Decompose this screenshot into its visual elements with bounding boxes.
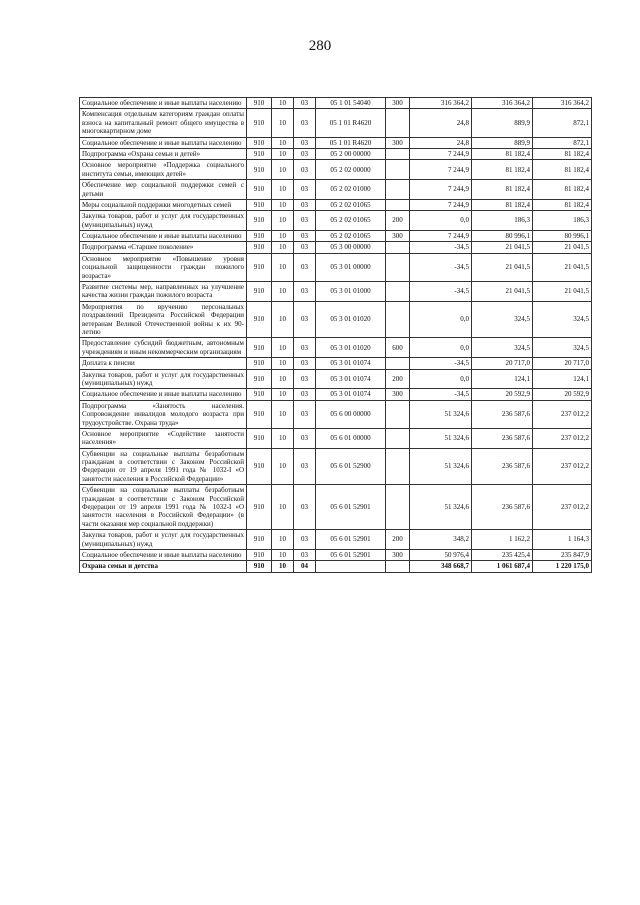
row-name: Мероприятия по вручению персональных поздравлений Президента Российской Федерации ветеранам Великой Отечественной войны к их 90-летию (80, 301, 247, 338)
table-row (80, 231, 592, 242)
row-name: Основное мероприятие «Содействие занятости населения» (80, 428, 247, 448)
table-row (80, 301, 592, 338)
admin-code: 910 (247, 109, 272, 137)
amount-col-1: 51 324,6 (410, 448, 472, 485)
expense-type-code (386, 109, 410, 137)
amount-col-3: 186,3 (533, 211, 592, 231)
target-article-code: 05 6 01 52900 (316, 448, 386, 485)
subsection-code: 03 (294, 109, 316, 137)
expense-type-code (386, 428, 410, 448)
page-number: 280 (308, 38, 332, 54)
target-article-code: 05 3 01 01000 (316, 282, 386, 302)
table-row (80, 358, 592, 369)
amount-col-3: 81 182,4 (533, 160, 592, 180)
section-code: 10 (272, 137, 294, 148)
amount-col-2: 236 587,6 (472, 428, 533, 448)
admin-code: 910 (247, 98, 272, 109)
admin-code: 910 (247, 485, 272, 530)
target-article-code: 05 1 01 R4620 (316, 109, 386, 137)
amount-col-1: 348 668,7 (410, 561, 472, 572)
section-code: 10 (272, 282, 294, 302)
table-row (80, 282, 592, 302)
section-code: 10 (272, 242, 294, 253)
admin-code: 910 (247, 448, 272, 485)
amount-col-1: 0,0 (410, 211, 472, 231)
table-row (80, 369, 592, 389)
admin-code: 910 (247, 561, 272, 572)
admin-code: 910 (247, 549, 272, 560)
admin-code: 910 (247, 160, 272, 180)
expense-type-code (386, 561, 410, 572)
row-name: Подпрограмма «Занятость населения. Сопровождение инвалидов молодого возраста при трудоустройстве. Охрана труда» (80, 400, 247, 428)
subsection-code: 04 (294, 561, 316, 572)
expense-type-code: 600 (386, 338, 410, 358)
section-code: 10 (272, 160, 294, 180)
amount-col-1: 7 244,9 (410, 231, 472, 242)
amount-col-3: 1 220 175,0 (533, 561, 592, 572)
expense-type-code: 300 (386, 137, 410, 148)
target-article-code: 05 2 00 00000 (316, 148, 386, 159)
amount-col-2: 20 592,9 (472, 389, 533, 400)
target-article-code: 05 3 01 01020 (316, 301, 386, 338)
expense-type-code: 300 (386, 231, 410, 242)
expense-type-code: 200 (386, 530, 410, 550)
amount-col-2: 81 182,4 (472, 160, 533, 180)
row-name: Предоставление субсидий бюджетным, автономным учреждениям и иным некоммерческим организациям (80, 338, 247, 358)
expense-type-code (386, 485, 410, 530)
amount-col-2: 20 717,0 (472, 358, 533, 369)
amount-col-2: 889,9 (472, 109, 533, 137)
target-article-code: 05 3 01 01074 (316, 369, 386, 389)
amount-col-1: 348,2 (410, 530, 472, 550)
amount-col-2: 21 041,5 (472, 282, 533, 302)
expense-type-code: 300 (386, 389, 410, 400)
amount-col-2: 186,3 (472, 211, 533, 231)
row-name: Закупка товаров, работ и услуг для государственных (муниципальных) нужд (80, 369, 247, 389)
section-code: 10 (272, 448, 294, 485)
amount-col-3: 21 041,5 (533, 253, 592, 281)
subsection-code: 03 (294, 338, 316, 358)
amount-col-2: 80 996,1 (472, 231, 533, 242)
subsection-code: 03 (294, 98, 316, 109)
row-name: Закупка товаров, работ и услуг для государственных (муниципальных) нужд (80, 530, 247, 550)
row-name: Социальное обеспечение и иные выплаты населению (80, 98, 247, 109)
expense-type-code: 200 (386, 369, 410, 389)
row-name: Охрана семьи и детства (80, 561, 247, 572)
expense-type-code (386, 148, 410, 159)
amount-col-3: 235 847,9 (533, 549, 592, 560)
target-article-code (316, 561, 386, 572)
expense-type-code (386, 400, 410, 428)
row-name: Социальное обеспечение и иные выплаты населению (80, 137, 247, 148)
subsection-code: 03 (294, 180, 316, 200)
section-code: 10 (272, 549, 294, 560)
amount-col-2: 324,5 (472, 338, 533, 358)
admin-code: 910 (247, 369, 272, 389)
section-code: 10 (272, 369, 294, 389)
target-article-code: 05 3 01 01074 (316, 389, 386, 400)
section-code: 10 (272, 211, 294, 231)
section-code: 10 (272, 301, 294, 338)
subsection-code: 03 (294, 282, 316, 302)
subsection-code: 03 (294, 160, 316, 180)
amount-col-1: -34,5 (410, 282, 472, 302)
section-code: 10 (272, 530, 294, 550)
expense-type-code (386, 282, 410, 302)
amount-col-1: 51 324,6 (410, 428, 472, 448)
section-code: 10 (272, 148, 294, 159)
amount-col-2: 889,9 (472, 137, 533, 148)
admin-code: 910 (247, 148, 272, 159)
expense-type-code: 300 (386, 98, 410, 109)
admin-code: 910 (247, 301, 272, 338)
target-article-code: 05 6 01 52901 (316, 549, 386, 560)
target-article-code: 05 3 01 01074 (316, 358, 386, 369)
expense-type-code: 300 (386, 549, 410, 560)
amount-col-1: 0,0 (410, 338, 472, 358)
section-code: 10 (272, 389, 294, 400)
table-row (80, 428, 592, 448)
amount-col-1: 51 324,6 (410, 400, 472, 428)
row-name: Подпрограмма «Охрана семьи и детей» (80, 148, 247, 159)
row-name: Основное мероприятие «Поддержка социального института семьи, имеющих детей» (80, 160, 247, 180)
row-name: Меры социальной поддержки многодетных семей (80, 199, 247, 210)
target-article-code: 05 2 02 01065 (316, 231, 386, 242)
amount-col-3: 237 012,2 (533, 485, 592, 530)
row-name: Закупка товаров, работ и услуг для государственных (муниципальных) нужд (80, 211, 247, 231)
admin-code: 910 (247, 242, 272, 253)
amount-col-1: 0,0 (410, 369, 472, 389)
amount-col-1: 7 244,9 (410, 180, 472, 200)
target-article-code: 05 6 01 00000 (316, 428, 386, 448)
subsection-code: 03 (294, 549, 316, 560)
row-name: Развитие системы мер, направленных на улучшение качества жизни граждан пожилого возраста (80, 282, 247, 302)
subsection-code: 03 (294, 231, 316, 242)
admin-code: 910 (247, 211, 272, 231)
row-name: Субвенции на социальные выплаты безработным гражданам в соответствии с Законом Российской Федерации от 19 апреля 1991 года № 1032-I «О занятости населения в Российской Федерации» (80, 448, 247, 485)
admin-code: 910 (247, 282, 272, 302)
table-row (80, 389, 592, 400)
amount-col-2: 124,1 (472, 369, 533, 389)
target-article-code: 05 3 01 01020 (316, 338, 386, 358)
subsection-code: 03 (294, 211, 316, 231)
target-article-code: 05 2 02 01065 (316, 211, 386, 231)
subsection-code: 03 (294, 389, 316, 400)
amount-col-1: -34,5 (410, 242, 472, 253)
amount-col-3: 324,5 (533, 338, 592, 358)
target-article-code: 05 3 00 00000 (316, 242, 386, 253)
table-row (80, 98, 592, 109)
table-row (80, 242, 592, 253)
section-code: 10 (272, 485, 294, 530)
admin-code: 910 (247, 400, 272, 428)
amount-col-3: 124,1 (533, 369, 592, 389)
admin-code: 910 (247, 231, 272, 242)
section-code: 10 (272, 561, 294, 572)
table-row (80, 137, 592, 148)
section-code: 10 (272, 180, 294, 200)
target-article-code: 05 6 01 52901 (316, 530, 386, 550)
target-article-code: 05 2 02 01000 (316, 180, 386, 200)
row-name: Субвенции на социальные выплаты безработным гражданам в соответствии с Законом Российской Федерации от 19 апреля 1991 года № 1032-I «О занятости населения в Российской Федерации» (в части оказания мер социальной поддержки) (80, 485, 247, 530)
amount-col-3: 237 012,2 (533, 448, 592, 485)
amount-col-3: 1 164,3 (533, 530, 592, 550)
table-row (80, 199, 592, 210)
expense-type-code (386, 180, 410, 200)
row-name: Социальное обеспечение и иные выплаты населению (80, 389, 247, 400)
row-name: Социальное обеспечение и иные выплаты населению (80, 549, 247, 560)
amount-col-3: 872,1 (533, 109, 592, 137)
expense-type-code (386, 358, 410, 369)
section-code: 10 (272, 428, 294, 448)
section-code: 10 (272, 199, 294, 210)
amount-col-2: 236 587,6 (472, 400, 533, 428)
expense-type-code (386, 253, 410, 281)
subsection-code: 03 (294, 530, 316, 550)
amount-col-3: 21 041,5 (533, 242, 592, 253)
amount-col-2: 1 061 687,4 (472, 561, 533, 572)
row-name: Доплата к пенсии (80, 358, 247, 369)
amount-col-3: 21 041,5 (533, 282, 592, 302)
row-name: Социальное обеспечение и иные выплаты населению (80, 231, 247, 242)
amount-col-1: 24,8 (410, 137, 472, 148)
amount-col-3: 81 182,4 (533, 180, 592, 200)
admin-code: 910 (247, 253, 272, 281)
subsection-code: 03 (294, 137, 316, 148)
table-total-row (80, 561, 592, 572)
row-name: Обеспечение мер социальной поддержки семей с детьми (80, 180, 247, 200)
table-row (80, 148, 592, 159)
admin-code: 910 (247, 389, 272, 400)
amount-col-2: 236 587,6 (472, 485, 533, 530)
amount-col-2: 236 587,6 (472, 448, 533, 485)
expense-type-code (386, 448, 410, 485)
subsection-code: 03 (294, 199, 316, 210)
amount-col-1: 0,0 (410, 301, 472, 338)
subsection-code: 03 (294, 358, 316, 369)
target-article-code: 05 3 01 00000 (316, 253, 386, 281)
row-name: Основное мероприятие «Повышение уровня социальной защищенности граждан пожилого возраста» (80, 253, 247, 281)
row-name: Компенсация отдельным категориям граждан оплаты взноса на капитальный ремонт общего имущества в многоквартирном доме (80, 109, 247, 137)
subsection-code: 03 (294, 253, 316, 281)
amount-col-2: 21 041,5 (472, 253, 533, 281)
section-code: 10 (272, 338, 294, 358)
section-code: 10 (272, 400, 294, 428)
section-code: 10 (272, 231, 294, 242)
amount-col-2: 1 162,2 (472, 530, 533, 550)
table-row (80, 253, 592, 281)
amount-col-2: 81 182,4 (472, 199, 533, 210)
budget-table (79, 97, 592, 573)
amount-col-3: 237 012,2 (533, 400, 592, 428)
amount-col-1: 24,8 (410, 109, 472, 137)
table-row (80, 160, 592, 180)
amount-col-1: 50 976,4 (410, 549, 472, 560)
amount-col-1: 7 244,9 (410, 160, 472, 180)
amount-col-1: -34,5 (410, 253, 472, 281)
admin-code: 910 (247, 530, 272, 550)
subsection-code: 03 (294, 301, 316, 338)
amount-col-1: 7 244,9 (410, 199, 472, 210)
admin-code: 910 (247, 428, 272, 448)
section-code: 10 (272, 253, 294, 281)
amount-col-2: 316 364,2 (472, 98, 533, 109)
amount-col-3: 316 364,2 (533, 98, 592, 109)
subsection-code: 03 (294, 242, 316, 253)
subsection-code: 03 (294, 448, 316, 485)
expense-type-code (386, 199, 410, 210)
amount-col-3: 20 717,0 (533, 358, 592, 369)
amount-col-2: 81 182,4 (472, 148, 533, 159)
admin-code: 910 (247, 338, 272, 358)
admin-code: 910 (247, 180, 272, 200)
section-code: 10 (272, 109, 294, 137)
section-code: 10 (272, 358, 294, 369)
subsection-code: 03 (294, 485, 316, 530)
target-article-code: 05 2 02 01065 (316, 199, 386, 210)
expense-type-code (386, 301, 410, 338)
table-row (80, 485, 592, 530)
row-name: Подпрограмма «Старшее поколение» (80, 242, 247, 253)
table-row (80, 180, 592, 200)
amount-col-1: -34,5 (410, 389, 472, 400)
amount-col-1: 51 324,6 (410, 485, 472, 530)
target-article-code: 05 6 00 00000 (316, 400, 386, 428)
amount-col-3: 872,1 (533, 137, 592, 148)
amount-col-3: 81 182,4 (533, 148, 592, 159)
subsection-code: 03 (294, 369, 316, 389)
table-row (80, 448, 592, 485)
amount-col-1: 316 364,2 (410, 98, 472, 109)
target-article-code: 05 6 01 52901 (316, 485, 386, 530)
target-article-code: 05 1 01 R4620 (316, 137, 386, 148)
admin-code: 910 (247, 137, 272, 148)
amount-col-3: 237 012,2 (533, 428, 592, 448)
target-article-code: 05 2 02 00000 (316, 160, 386, 180)
expense-type-code: 200 (386, 211, 410, 231)
expense-type-code (386, 160, 410, 180)
admin-code: 910 (247, 199, 272, 210)
subsection-code: 03 (294, 428, 316, 448)
amount-col-2: 81 182,4 (472, 180, 533, 200)
amount-col-2: 235 425,4 (472, 549, 533, 560)
amount-col-3: 324,5 (533, 301, 592, 338)
table-row (80, 530, 592, 550)
admin-code: 910 (247, 358, 272, 369)
subsection-code: 03 (294, 148, 316, 159)
section-code: 10 (272, 98, 294, 109)
amount-col-3: 20 592,9 (533, 389, 592, 400)
table-row (80, 211, 592, 231)
amount-col-1: -34,5 (410, 358, 472, 369)
subsection-code: 03 (294, 400, 316, 428)
table-row (80, 549, 592, 560)
amount-col-2: 324,5 (472, 301, 533, 338)
target-article-code: 05 1 01 54040 (316, 98, 386, 109)
amount-col-2: 21 041,5 (472, 242, 533, 253)
amount-col-1: 7 244,9 (410, 148, 472, 159)
amount-col-3: 80 996,1 (533, 231, 592, 242)
table-row (80, 109, 592, 137)
table-row (80, 338, 592, 358)
amount-col-3: 81 182,4 (533, 199, 592, 210)
table-row (80, 400, 592, 428)
expense-type-code (386, 242, 410, 253)
